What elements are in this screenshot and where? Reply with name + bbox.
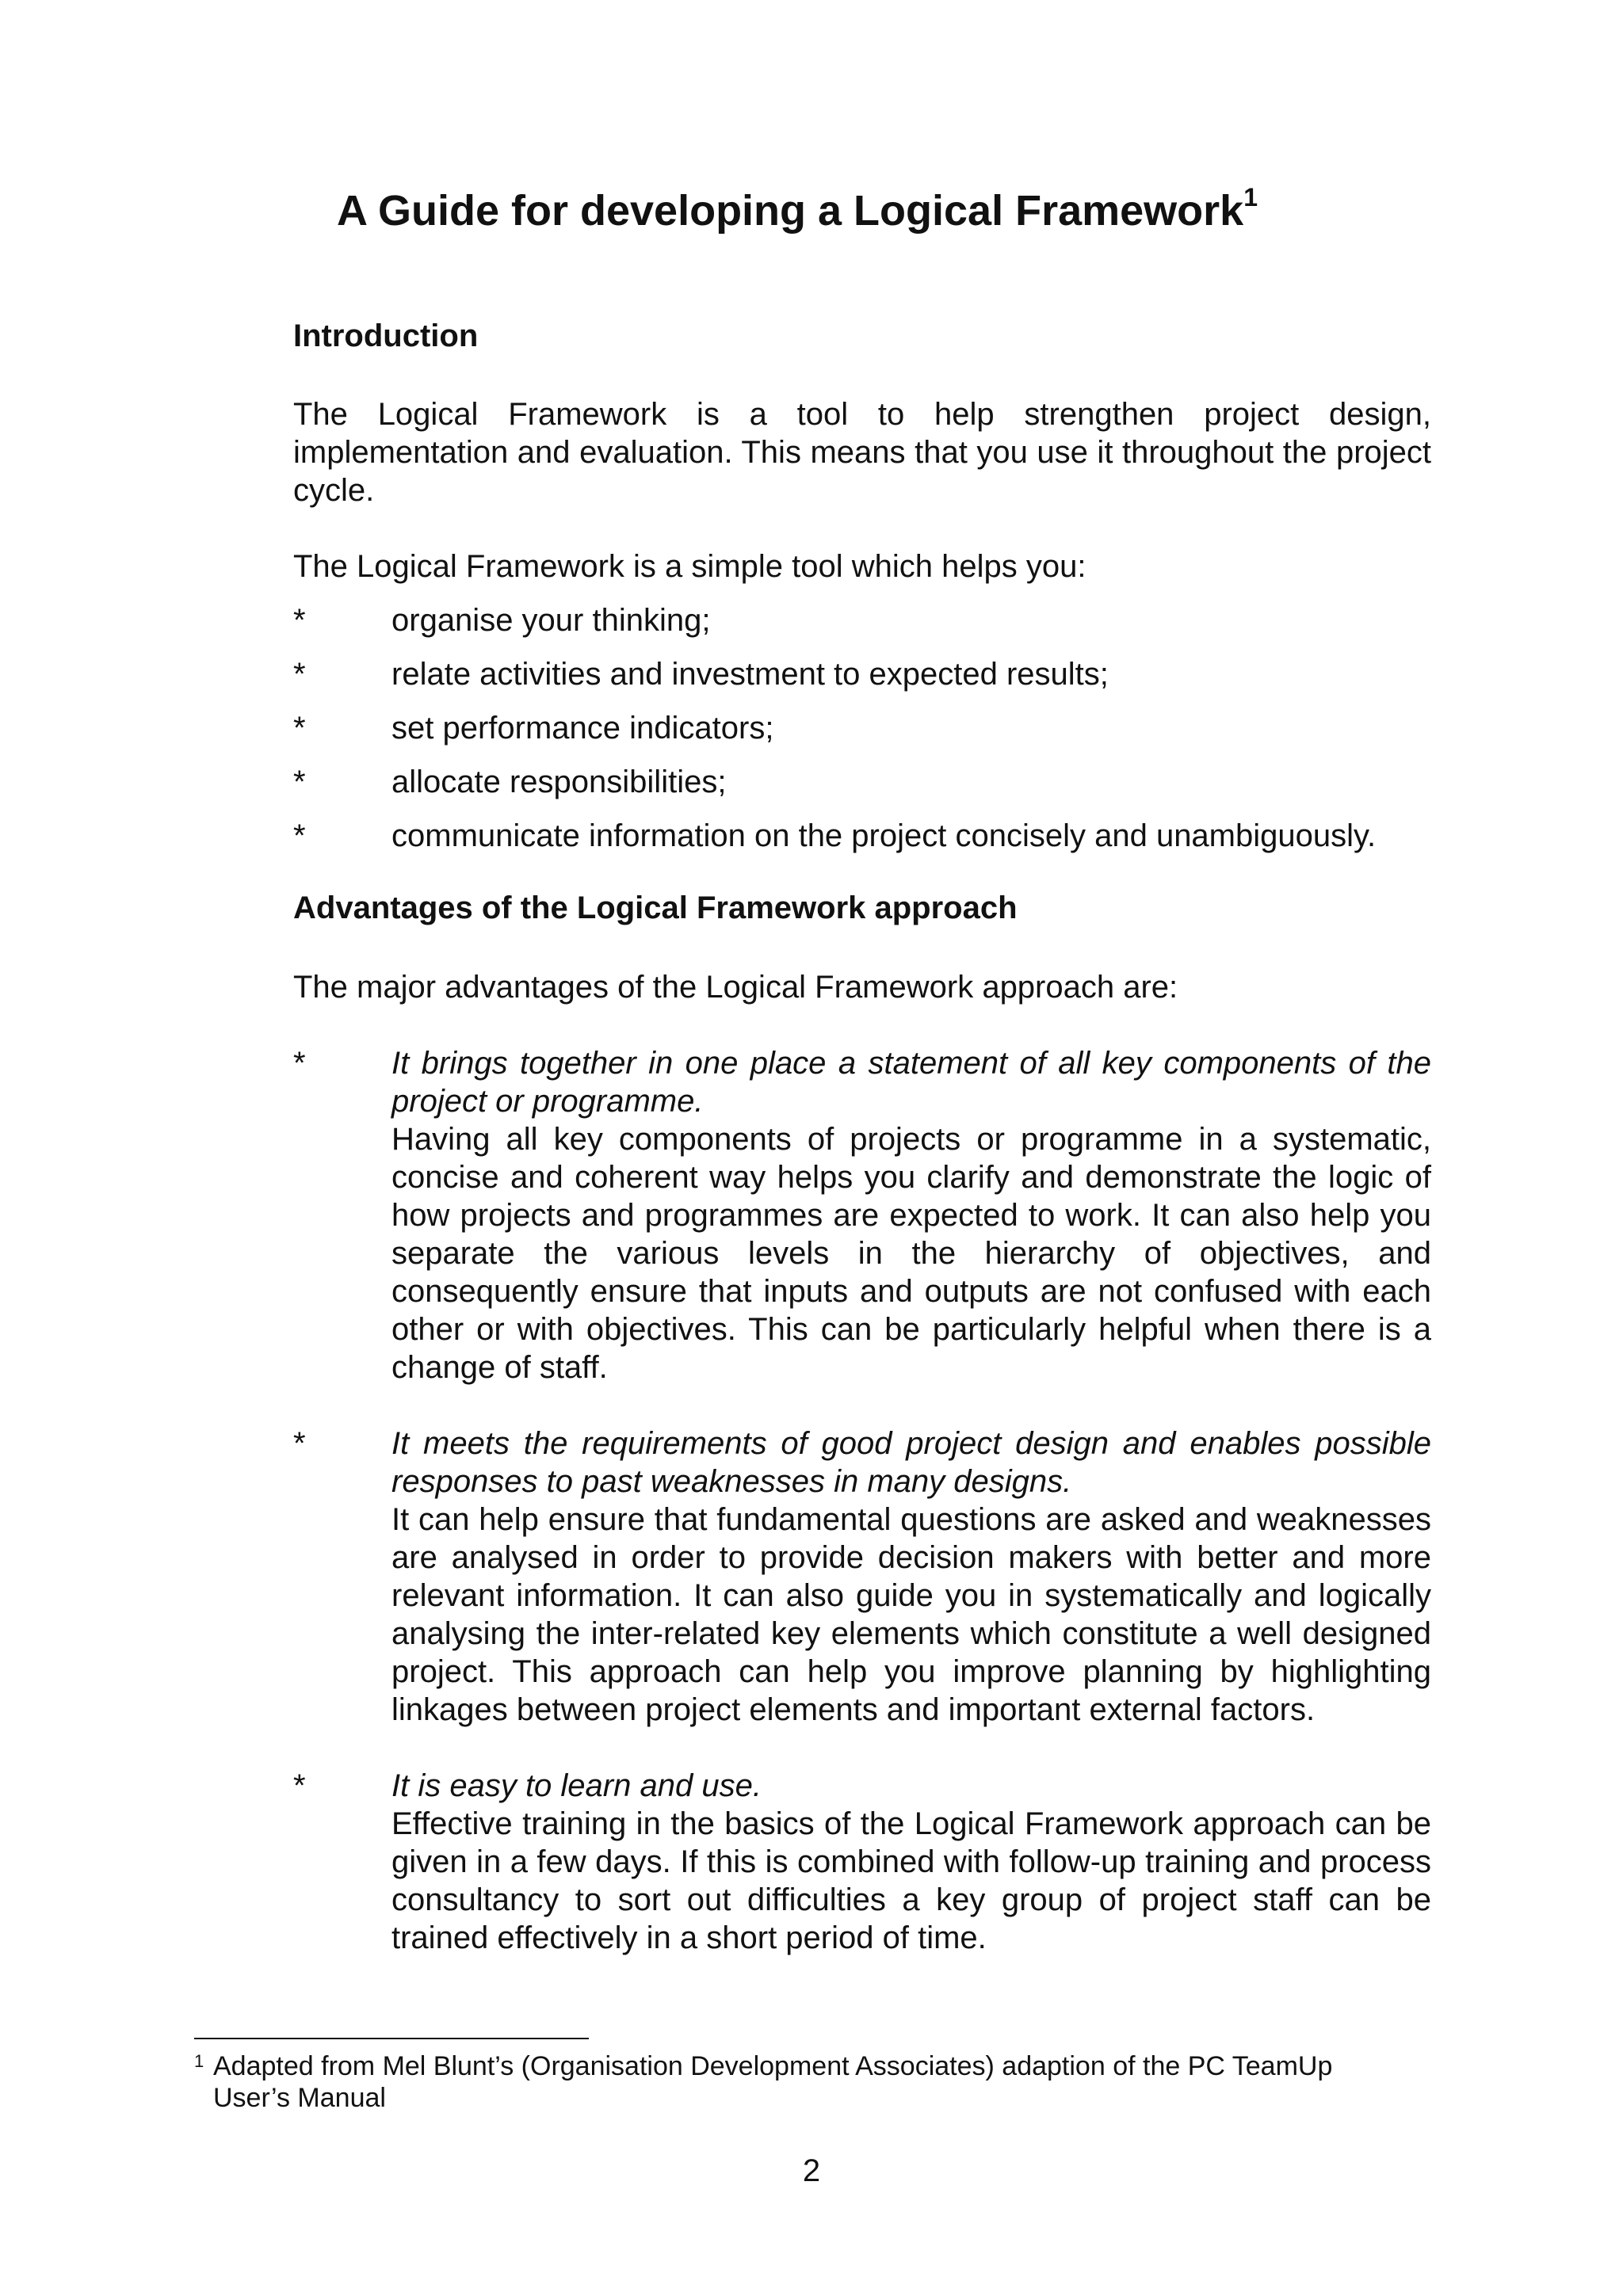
introduction-heading: Introduction <box>293 318 479 353</box>
advantage-heading: It brings together in one place a statement of all key components of the project or programme. <box>391 1046 1431 1119</box>
list-item-text: organise your thinking; <box>391 603 711 638</box>
advantage-item <box>293 1425 1431 1729</box>
advantage-heading: It is easy to learn and use. <box>391 1768 762 1803</box>
advantage-heading: It meets the requirements of good project design and enables possible responses to past weaknesses in many designs. <box>391 1426 1431 1499</box>
list-item-text: communicate information on the project concisely and unambiguously. <box>391 818 1377 853</box>
advantage-body <box>391 1767 1431 1957</box>
list-item <box>293 817 1431 855</box>
footnote-text: Adapted from Mel Blunt’s (Organisation Development Associates) adaption of the PC TeamUp User’s Manual <box>213 2051 1333 2113</box>
bullet-marker: * <box>293 603 306 638</box>
list-item-text: relate activities and investment to expected results; <box>391 657 1109 692</box>
advantage-text: It can help ensure that fundamental questions are asked and weaknesses are analysed in order to provide decision makers with better and more relevant information. It can also guide you in systematically and logically analysing the inter-related key elements which constitute a well designed project. This approach can help you improve planning by highlighting linkages between project elements and important external factors. <box>391 1502 1431 1727</box>
page-title <box>337 183 1258 235</box>
bullet-marker: * <box>293 1768 306 1803</box>
list-item <box>293 655 1431 693</box>
list-item-text: allocate responsibilities; <box>391 765 727 799</box>
bullet-marker: * <box>293 657 306 692</box>
advantages-list <box>293 1044 1431 1957</box>
page-number: 2 <box>802 2153 821 2188</box>
advantage-body <box>391 1044 1431 1386</box>
footnote-mark: 1 <box>194 2051 204 2071</box>
bullet-marker: * <box>293 765 306 799</box>
advantage-text: Effective training in the basics of the Logical Framework approach can be given in a few days. If this is combined with follow-up training and process consultancy to sort out difficulties a key group of project staff can be trained effectively in a short period of time. <box>391 1806 1431 1955</box>
title-footnote-ref[interactable]: 1 <box>1243 183 1258 212</box>
bullet-marker: * <box>293 711 306 746</box>
advantages-heading: Advantages of the Logical Framework approach <box>293 891 1018 925</box>
introduction-list <box>293 601 1431 855</box>
bullet-marker: * <box>293 1046 306 1081</box>
advantage-text: Having all key components of projects or programme in a systematic, concise and coherent way helps you clarify and demonstrate the logic of how projects and programmes are expected to work. It can also help you separate the various levels in the hierarchy of objectives, and consequently ensure that inputs and outputs are not confused with each other or with objectives. This can be particularly helpful when there is a change of staff. <box>391 1122 1431 1385</box>
bullet-marker: * <box>293 1426 306 1461</box>
advantage-item <box>293 1767 1431 1957</box>
list-item <box>293 601 1431 639</box>
footnote <box>194 2050 1383 2114</box>
introduction-lead: The Logical Framework is a simple tool which helps you: <box>293 549 1086 584</box>
bullet-marker: * <box>293 818 306 853</box>
footnote-divider <box>194 2038 589 2039</box>
introduction-paragraph: The Logical Framework is a tool to help strengthen project design, implementation and evaluation. This means that you use it throughout the project cycle. <box>293 397 1431 508</box>
advantage-body <box>391 1425 1431 1729</box>
list-item <box>293 709 1431 747</box>
document-body <box>293 317 1431 1957</box>
advantage-item <box>293 1044 1431 1386</box>
list-item-text: set performance indicators; <box>391 711 774 746</box>
advantages-lead: The major advantages of the Logical Framework approach are: <box>293 970 1178 1005</box>
title-text: A Guide for developing a Logical Framework <box>337 187 1244 235</box>
list-item <box>293 763 1431 801</box>
